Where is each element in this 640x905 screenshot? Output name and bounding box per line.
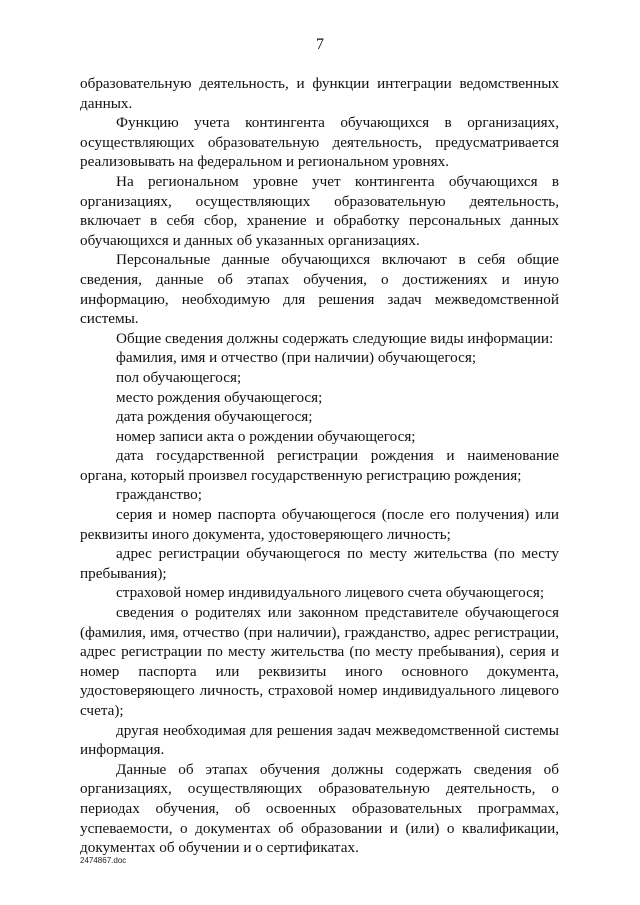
document-file-id: 2474867.doc: [80, 856, 127, 865]
list-item: дата рождения обучающегося;: [116, 408, 313, 426]
paragraph-general-info-intro: Общие сведения должны содержать следующие виды информации:: [116, 329, 554, 347]
paragraph-personal-data: Персональные данные обучающихся включают в себя общие сведения, данные об этапах обучения, о достижениях и иную информацию, необходимую для решения задач межведомственной системы.: [80, 251, 559, 328]
list-item: серия и номер паспорта обучающегося (после его получения) или реквизиты иного документа, удостоверяющего личность;: [80, 506, 559, 543]
paragraph-continuation: образовательную деятельность, и функции интеграции ведомственных данных.: [80, 75, 559, 112]
list-item: место рождения обучающегося;: [116, 388, 323, 406]
list-item: пол обучающегося;: [116, 368, 242, 386]
document-body: [80, 74, 559, 858]
list-item: номер записи акта о рождении обучающегося;: [116, 427, 416, 445]
list-item: дата государственной регистрации рождения и наименование органа, который произвел государственную регистрацию рождения;: [80, 447, 559, 484]
list-item: фамилия, имя и отчество (при наличии) обучающегося;: [116, 349, 477, 367]
page-number: 7: [316, 36, 324, 53]
paragraph-education-stages: Данные об этапах обучения должны содержать сведения об организациях, осуществляющих образовательную деятельность, о периодах обучения, об освоенных образовательных программах, успеваемости, о документах об образовании и (или) о квалификации, документах об обучении и о сертификатах.: [80, 760, 559, 857]
list-item: адрес регистрации обучающегося по месту жительства (по месту пребывания);: [80, 545, 559, 582]
list-item: страховой номер индивидуального лицевого счета обучающегося;: [116, 584, 545, 602]
list-item: другая необходимая для решения задач межведомственной системы информация.: [80, 721, 559, 759]
paragraph-regional-level: На региональном уровне учет контингента обучающихся в организациях, осуществляющих образовательную деятельность, включает в себя сбор, хранение и обработку персональных данных обучающихся и данных об указанных организациях.: [80, 172, 559, 249]
paragraph-accounting-function: Функцию учета контингента обучающихся в организациях, осуществляющих образовательную деятельность, предусматривается реализовывать на федеральном и региональном уровнях.: [80, 114, 559, 171]
list-item: гражданство;: [116, 486, 202, 504]
list-item: сведения о родителях или законном представителе обучающегося (фамилия, имя, отчество (при наличии), гражданство, адрес регистрации, адрес регистрации по месту жительства (по месту пребывания), серия и номер паспорта или реквизиты иного основного документа, удостоверяющего личность, страховой номер индивидуального лицевого счета);: [80, 604, 559, 719]
